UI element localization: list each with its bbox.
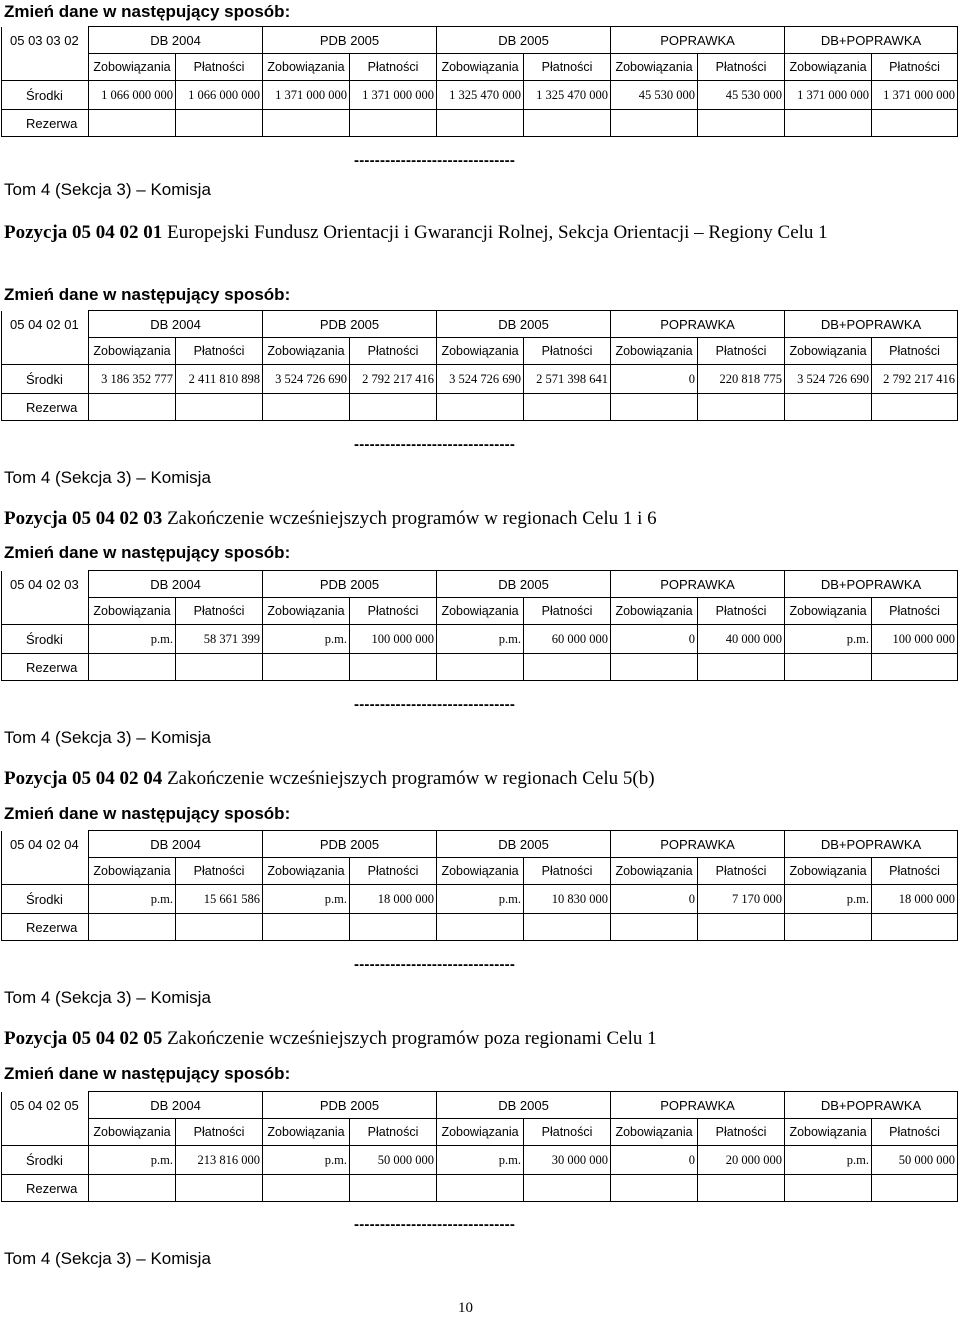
- row-label-srodki: Środki: [2, 885, 89, 914]
- row-label-rezerwa: Rezerwa: [2, 394, 89, 421]
- tom-reference: Tom 4 (Sekcja 3) – Komisja: [4, 728, 211, 747]
- col-zobowiazania: Zobowiązania: [611, 54, 698, 81]
- col-zobowiazania: Zobowiązania: [785, 858, 872, 885]
- pozycja-title: [4, 220, 904, 246]
- column-group-db2005: DB 2005: [437, 571, 611, 598]
- pozycja-code: Pozycja 05 04 02 01: [4, 222, 163, 243]
- value-cell: p.m.: [437, 625, 524, 654]
- value-cell: 58 371 399: [176, 625, 263, 654]
- column-group-db2005: DB 2005: [437, 1092, 611, 1119]
- col-zobowiazania: Zobowiązania: [611, 858, 698, 885]
- pozycja-code: Pozycja 05 04 02 05: [4, 1028, 163, 1049]
- tom-reference: Tom 4 (Sekcja 3) – Komisja: [4, 988, 211, 1007]
- value-cell: 18 000 000: [350, 885, 437, 914]
- col-platnosci: Płatności: [698, 858, 785, 885]
- pozycja-description: Europejski Fundusz Orientacji i Gwarancji Rolnej, Sekcja Orientacji – Regiony Celu 1: [167, 222, 828, 243]
- column-group-db2004: DB 2004: [89, 311, 263, 338]
- column-group-db2004: DB 2004: [89, 831, 263, 858]
- value-cell: 15 661 586: [176, 885, 263, 914]
- col-platnosci: Płatności: [176, 858, 263, 885]
- value-cell: 213 816 000: [176, 1146, 263, 1175]
- budget-table: [1, 830, 958, 941]
- value-cell: 0: [611, 625, 698, 654]
- budget-table: [1, 26, 958, 137]
- budget-line-code: 05 04 02 01: [2, 311, 89, 338]
- col-platnosci: Płatności: [350, 1119, 437, 1146]
- col-zobowiazania: Zobowiązania: [263, 858, 350, 885]
- value-cell: 220 818 775: [698, 365, 785, 394]
- col-zobowiazania: Zobowiązania: [89, 858, 176, 885]
- col-zobowiazania: Zobowiązania: [437, 1119, 524, 1146]
- column-group-db-poprawka: DB+POPRAWKA: [785, 1092, 958, 1119]
- separator-dashes: -------------------------------: [354, 152, 516, 169]
- col-zobowiazania: Zobowiązania: [611, 598, 698, 625]
- row-label-srodki: Środki: [2, 1146, 89, 1175]
- value-cell: p.m.: [437, 885, 524, 914]
- col-zobowiazania: Zobowiązania: [611, 338, 698, 365]
- pozycja-description: Zakończenie wcześniejszych programów w regionach Celu 5(b): [167, 768, 655, 789]
- value-cell: 2 792 217 416: [872, 365, 958, 394]
- value-cell: 100 000 000: [350, 625, 437, 654]
- value-cell: 2 571 398 641: [524, 365, 611, 394]
- col-platnosci: Płatności: [350, 54, 437, 81]
- tom-reference: Tom 4 (Sekcja 3) – Komisja: [4, 468, 211, 487]
- value-cell: 1 371 000 000: [263, 81, 350, 110]
- value-cell: 1 325 470 000: [437, 81, 524, 110]
- value-cell: 30 000 000: [524, 1146, 611, 1175]
- pozycja-code: Pozycja 05 04 02 03: [4, 508, 163, 529]
- col-platnosci: Płatności: [872, 1119, 958, 1146]
- column-group-pdb2005: PDB 2005: [263, 311, 437, 338]
- column-group-poprawka: POPRAWKA: [611, 571, 785, 598]
- column-group-poprawka: POPRAWKA: [611, 27, 785, 54]
- col-platnosci: Płatności: [872, 338, 958, 365]
- column-group-db-poprawka: DB+POPRAWKA: [785, 831, 958, 858]
- value-cell: p.m.: [263, 625, 350, 654]
- col-zobowiazania: Zobowiązania: [89, 1119, 176, 1146]
- col-zobowiazania: Zobowiązania: [785, 598, 872, 625]
- column-group-pdb2005: PDB 2005: [263, 831, 437, 858]
- col-platnosci: Płatności: [176, 1119, 263, 1146]
- column-group-poprawka: POPRAWKA: [611, 831, 785, 858]
- col-platnosci: Płatności: [698, 54, 785, 81]
- col-platnosci: Płatności: [350, 598, 437, 625]
- budget-line-code: 05 04 02 03: [2, 571, 89, 598]
- col-zobowiazania: Zobowiązania: [89, 338, 176, 365]
- pozycja-title: [4, 1026, 904, 1052]
- col-zobowiazania: Zobowiązania: [89, 598, 176, 625]
- row-label-rezerwa: Rezerwa: [2, 1175, 89, 1202]
- col-platnosci: Płatności: [524, 598, 611, 625]
- value-cell: 45 530 000: [698, 81, 785, 110]
- col-platnosci: Płatności: [698, 338, 785, 365]
- separator-dashes: -------------------------------: [354, 956, 516, 973]
- value-cell: p.m.: [89, 1146, 176, 1175]
- budget-table: [1, 570, 958, 681]
- col-platnosci: Płatności: [872, 598, 958, 625]
- separator-dashes: -------------------------------: [354, 1216, 516, 1233]
- col-zobowiazania: Zobowiązania: [611, 1119, 698, 1146]
- section-heading: Zmień dane w następujący sposób:: [4, 2, 291, 21]
- column-group-db-poprawka: DB+POPRAWKA: [785, 311, 958, 338]
- pozycja-code: Pozycja 05 04 02 04: [4, 768, 163, 789]
- value-cell: 1 066 000 000: [89, 81, 176, 110]
- value-cell: 3 524 726 690: [437, 365, 524, 394]
- col-platnosci: Płatności: [524, 54, 611, 81]
- value-cell: 1 371 000 000: [785, 81, 872, 110]
- col-zobowiazania: Zobowiązania: [437, 54, 524, 81]
- budget-line-code: 05 03 03 02: [2, 27, 89, 54]
- column-group-db2004: DB 2004: [89, 27, 263, 54]
- column-group-db2004: DB 2004: [89, 571, 263, 598]
- budget-line-code: 05 04 02 04: [2, 831, 89, 858]
- value-cell: 10 830 000: [524, 885, 611, 914]
- column-group-db2005: DB 2005: [437, 27, 611, 54]
- col-zobowiazania: Zobowiązania: [263, 598, 350, 625]
- value-cell: p.m.: [263, 885, 350, 914]
- col-zobowiazania: Zobowiązania: [263, 1119, 350, 1146]
- pozycja-description: Zakończenie wcześniejszych programów w regionach Celu 1 i 6: [167, 508, 657, 529]
- value-cell: p.m.: [785, 1146, 872, 1175]
- column-group-pdb2005: PDB 2005: [263, 571, 437, 598]
- col-zobowiazania: Zobowiązania: [785, 1119, 872, 1146]
- pozycja-title: [4, 506, 904, 532]
- value-cell: 2 411 810 898: [176, 365, 263, 394]
- value-cell: 100 000 000: [872, 625, 958, 654]
- row-label-srodki: Środki: [2, 365, 89, 394]
- col-platnosci: Płatności: [176, 54, 263, 81]
- budget-table: [1, 310, 958, 421]
- value-cell: p.m.: [785, 885, 872, 914]
- col-platnosci: Płatności: [872, 54, 958, 81]
- col-zobowiazania: Zobowiązania: [437, 598, 524, 625]
- value-cell: 1 325 470 000: [524, 81, 611, 110]
- value-cell: 1 371 000 000: [350, 81, 437, 110]
- column-group-poprawka: POPRAWKA: [611, 311, 785, 338]
- column-group-pdb2005: PDB 2005: [263, 27, 437, 54]
- column-group-pdb2005: PDB 2005: [263, 1092, 437, 1119]
- budget-table: [1, 1091, 958, 1202]
- value-cell: 1 371 000 000: [872, 81, 958, 110]
- value-cell: 3 186 352 777: [89, 365, 176, 394]
- col-platnosci: Płatności: [524, 338, 611, 365]
- separator-dashes: -------------------------------: [354, 436, 516, 453]
- value-cell: 3 524 726 690: [785, 365, 872, 394]
- separator-dashes: -------------------------------: [354, 696, 516, 713]
- column-group-db2004: DB 2004: [89, 1092, 263, 1119]
- section-heading: Zmień dane w następujący sposób:: [4, 543, 291, 562]
- column-group-db2005: DB 2005: [437, 311, 611, 338]
- section-heading: Zmień dane w następujący sposób:: [4, 1064, 291, 1083]
- tom-reference: Tom 4 (Sekcja 3) – Komisja: [4, 180, 211, 199]
- col-zobowiazania: Zobowiązania: [263, 338, 350, 365]
- value-cell: 50 000 000: [350, 1146, 437, 1175]
- value-cell: 45 530 000: [611, 81, 698, 110]
- value-cell: p.m.: [785, 625, 872, 654]
- section-heading: Zmień dane w następujący sposób:: [4, 804, 291, 823]
- col-zobowiazania: Zobowiązania: [263, 54, 350, 81]
- column-group-db-poprawka: DB+POPRAWKA: [785, 571, 958, 598]
- value-cell: 50 000 000: [872, 1146, 958, 1175]
- value-cell: p.m.: [263, 1146, 350, 1175]
- pozycja-title: [4, 766, 904, 792]
- col-platnosci: Płatności: [698, 1119, 785, 1146]
- col-zobowiazania: Zobowiązania: [785, 338, 872, 365]
- row-label-rezerwa: Rezerwa: [2, 110, 89, 137]
- col-platnosci: Płatności: [524, 1119, 611, 1146]
- value-cell: p.m.: [437, 1146, 524, 1175]
- value-cell: 0: [611, 1146, 698, 1175]
- budget-line-code: 05 04 02 05: [2, 1092, 89, 1119]
- value-cell: 1 066 000 000: [176, 81, 263, 110]
- column-group-db-poprawka: DB+POPRAWKA: [785, 27, 958, 54]
- value-cell: p.m.: [89, 625, 176, 654]
- col-platnosci: Płatności: [176, 338, 263, 365]
- section-heading: Zmień dane w następujący sposób:: [4, 285, 291, 304]
- row-label-srodki: Środki: [2, 625, 89, 654]
- row-label-rezerwa: Rezerwa: [2, 654, 89, 681]
- col-platnosci: Płatności: [698, 598, 785, 625]
- tom-reference: Tom 4 (Sekcja 3) – Komisja: [4, 1249, 211, 1268]
- value-cell: 0: [611, 885, 698, 914]
- col-platnosci: Płatności: [350, 338, 437, 365]
- page-number: 10: [458, 1300, 473, 1316]
- row-label-rezerwa: Rezerwa: [2, 914, 89, 941]
- value-cell: 0: [611, 365, 698, 394]
- value-cell: p.m.: [89, 885, 176, 914]
- col-platnosci: Płatności: [176, 598, 263, 625]
- value-cell: 18 000 000: [872, 885, 958, 914]
- column-group-poprawka: POPRAWKA: [611, 1092, 785, 1119]
- value-cell: 20 000 000: [698, 1146, 785, 1175]
- col-platnosci: Płatności: [350, 858, 437, 885]
- col-zobowiazania: Zobowiązania: [785, 54, 872, 81]
- value-cell: 2 792 217 416: [350, 365, 437, 394]
- value-cell: 60 000 000: [524, 625, 611, 654]
- col-zobowiazania: Zobowiązania: [437, 858, 524, 885]
- col-zobowiazania: Zobowiązania: [89, 54, 176, 81]
- pozycja-description: Zakończenie wcześniejszych programów poza regionami Celu 1: [167, 1028, 657, 1049]
- value-cell: 3 524 726 690: [263, 365, 350, 394]
- col-platnosci: Płatności: [524, 858, 611, 885]
- column-group-db2005: DB 2005: [437, 831, 611, 858]
- value-cell: 7 170 000: [698, 885, 785, 914]
- col-zobowiazania: Zobowiązania: [437, 338, 524, 365]
- row-label-srodki: Środki: [2, 81, 89, 110]
- value-cell: 40 000 000: [698, 625, 785, 654]
- col-platnosci: Płatności: [872, 858, 958, 885]
